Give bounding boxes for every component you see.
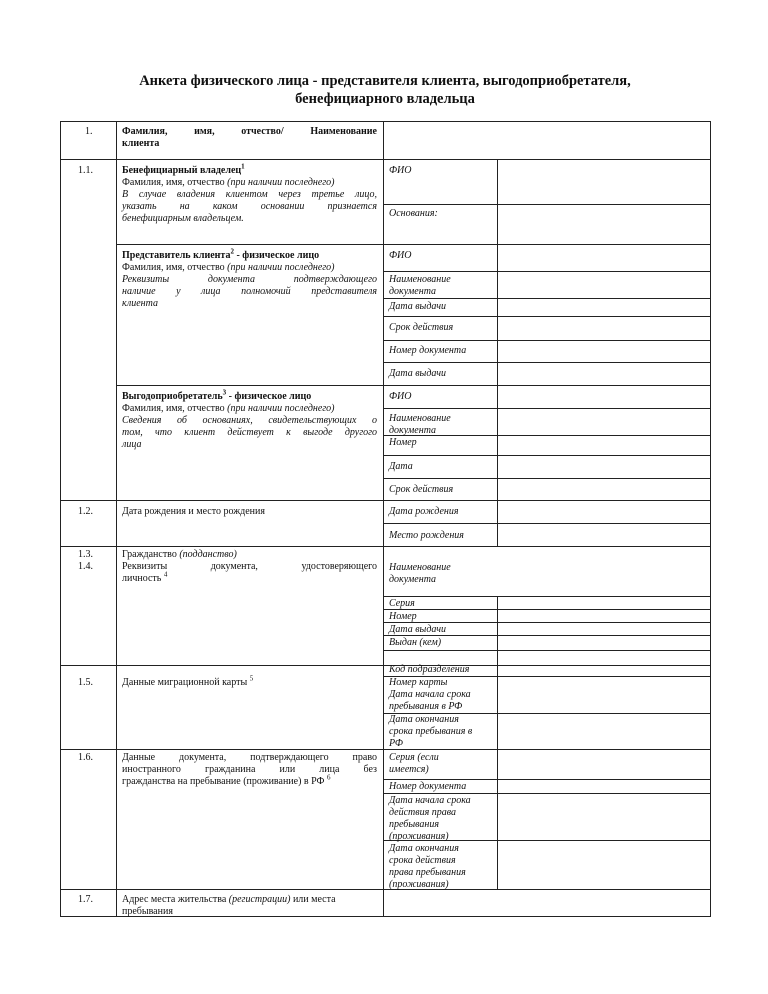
representative-issue-date-2-label: Дата выдачи [389,368,447,379]
residence-end-label-3: права пребывания [389,867,466,878]
residence-doc-number-label: Номер документа [389,781,467,792]
title-line-2: бенефициарного владельца [295,91,475,107]
title-line-1: Анкета физического лица - представителя клиента, выгодоприобретателя, [139,73,631,89]
residence-doc-label-text: гражданства на пребывание (проживание) в РФ [122,776,327,787]
representative-heading-tail: - физическое лицо [233,250,320,261]
identity-doc-label-line-1: Реквизиты документа, удостоверяющего [122,561,377,572]
beneficiary-date-label: Дата [389,461,413,472]
beneficial-owner-fio-italic: (при наличии последнего) [227,177,335,188]
residence-doc-label-line-1: Данные документа, подтверждающего право [122,752,377,763]
identity-division-code-label: Код подразделения [389,664,470,675]
row-1-7-number: 1.7. [78,894,93,905]
identity-series-label: Серия [389,598,415,609]
representative-note-line-4: клиента [122,298,158,309]
row-1-label-line-2: клиента [122,138,160,149]
address-tail: или места [290,894,336,905]
beneficiary-note-line-4: лица [122,439,142,450]
residence-end-label-1: Дата окончания [389,843,459,854]
representative-heading-text: Представитель клиента [122,250,231,261]
identity-issued-by-label: Выдан (кем) [389,637,442,648]
representative-doc-number-label: Номер документа [389,345,467,356]
residence-doc-label-line-3 [122,773,331,788]
beneficial-owner-note-line-2: В случае владения клиентом через третье лицо, [122,189,377,200]
beneficiary-doc-name-label-1: Наименование [389,413,451,424]
beneficiary-doc-name-label-2: документа [389,425,437,436]
migration-card-text: Данные миграционной карты [122,677,250,688]
beneficial-owner-fio-text: Фамилия, имя, отчество [122,177,228,188]
beneficiary-fio-text: Фамилия, имя, отчество [122,403,228,414]
beneficiary-footnote-mark: 3 [222,388,227,397]
representative-fio-text: Фамилия, имя, отчество [122,262,228,273]
stay-start-label-1: Дата начала срока [389,689,471,700]
address-italic: (регистрации) [228,894,291,905]
row-1-number: 1. [85,126,93,137]
address-text: Адрес места жительства [122,894,229,905]
birth-date-label: Дата рождения [389,506,459,517]
address-label-line-2: пребывания [122,906,173,917]
identity-doc-name-label-1: Наименование [389,562,451,573]
citizenship-label [122,549,237,561]
migration-card-number-label: Номер карты [389,677,448,688]
stay-end-label-3: РФ [389,738,403,749]
residence-end-label-4: (проживания) [389,879,449,890]
representative-fio-italic: (при наличии последнего) [227,262,335,273]
representative-fio-field-label: ФИО [389,250,412,261]
residence-start-label-2: действия права [389,807,457,818]
beneficiary-note-line-2: Сведения об основаниях, свидетельствующих о [122,415,377,426]
beneficial-owner-fio-note [122,177,335,189]
representative-issue-date-label: Дата выдачи [389,301,447,312]
beneficial-owner-basis-field-label: Основания: [389,208,438,219]
representative-heading [122,247,320,262]
identity-number-label: Номер [389,611,417,622]
identity-issue-date-label: Дата выдачи [389,624,447,635]
citizenship-italic: (подданство) [179,549,237,560]
representative-fio-note [122,262,335,274]
representative-validity-label: Срок действия [389,322,454,333]
identity-doc-label-line-2 [122,570,168,585]
row-1-2-number: 1.2. [78,506,93,517]
identity-doc-name-label-2: документа [389,574,437,585]
residence-end-label-2: срока действия [389,855,456,866]
residence-start-label-4: (проживания) [389,831,449,842]
beneficial-owner-note-line-4: бенефициарным владельцем. [122,213,244,224]
beneficiary-heading-tail: - физическое лицо [226,391,312,402]
beneficiary-fio-field-label: ФИО [389,391,412,402]
stay-end-label-2: срока пребывания в [389,726,473,737]
representative-footnote-mark: 2 [230,247,234,256]
beneficiary-heading [122,388,312,403]
stay-start-label-2: пребывания в РФ [389,701,463,712]
representative-note-line-2: Реквизиты документа подтверждающего [122,274,377,285]
beneficiary-validity-label: Срок действия [389,484,454,495]
citizenship-text: Гражданство [122,549,180,560]
stay-end-label-1: Дата окончания [389,714,459,725]
beneficial-owner-heading-text: Бенефициарный владелец [122,165,242,176]
migration-card-footnote-mark: 5 [249,674,254,683]
representative-doc-name-label-2: документа [389,286,437,297]
beneficiary-fio-note [122,403,335,415]
beneficial-owner-fio-field-label: ФИО [389,165,412,176]
beneficial-owner-footnote-mark: 1 [241,162,245,171]
beneficiary-fio-italic: (при наличии последнего) [227,403,335,414]
birth-place-label: Место рождения [389,530,464,541]
row-1-6-number: 1.6. [78,752,93,763]
representative-doc-name-label-1: Наименование [389,274,451,285]
identity-doc-footnote-mark: 4 [163,570,168,579]
residence-start-label-1: Дата начала срока [389,795,471,806]
beneficiary-heading-text: Выгодоприобретатель [122,391,223,402]
residence-series-label-1: Серия (если [389,752,439,763]
row-1-5-number: 1.5. [78,677,93,688]
row-1-2-label: Дата рождения и место рождения [122,506,265,517]
residence-doc-footnote-mark: 6 [326,773,331,782]
address-label-line-1 [122,894,336,906]
identity-doc-label-text: личность [122,573,164,584]
row-1-3-number: 1.3. [78,549,93,560]
migration-card-label [122,674,254,689]
row-1-label-line-1: Фамилия, имя, отчество/ Наименование [122,126,377,137]
representative-note-line-3: наличие у лица полномочий представителя [122,286,377,297]
beneficial-owner-note-line-3: указать на каком основании признается [122,201,377,212]
residence-start-label-3: пребывания [389,819,439,830]
residence-series-label-2: имеется) [389,764,429,775]
beneficiary-note-line-3: том, что клиент действует к выгоде другого [122,427,377,438]
beneficiary-number-label: Номер [389,437,417,448]
beneficial-owner-heading [122,162,245,177]
residence-doc-label-line-2: иностранного гражданина или лица без [122,764,377,775]
row-1-1-number: 1.1. [78,165,93,176]
row-1-4-number: 1.4. [78,561,93,572]
